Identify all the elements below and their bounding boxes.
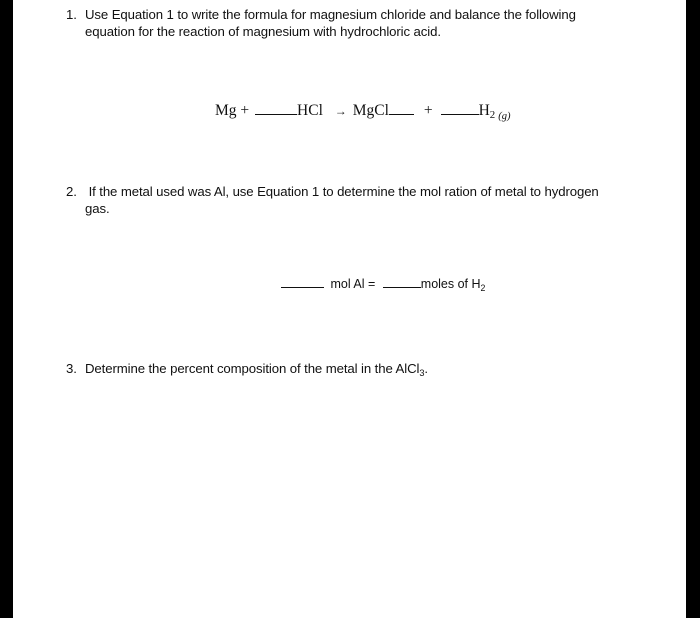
plus-sign: + xyxy=(423,102,433,119)
question-3-number: 3. xyxy=(66,361,77,376)
blank-chloride-subscript[interactable] xyxy=(389,102,414,115)
moles-h2-label: moles of H xyxy=(420,277,481,291)
equation-mg-hcl xyxy=(215,102,510,122)
mol-al-label: mol Al = xyxy=(330,277,376,291)
product-h2: H xyxy=(478,102,490,119)
gas-state: (g) xyxy=(498,111,511,122)
blank-mol-al[interactable] xyxy=(281,277,324,288)
question-1-line-1: Use Equation 1 to write the formula for magnesium chloride and balance the following xyxy=(85,7,576,22)
reactant-mg: Mg + xyxy=(215,102,250,119)
mole-ratio-equation xyxy=(281,277,485,291)
worksheet-page xyxy=(13,0,686,618)
reactant-hcl: HCl xyxy=(297,102,323,119)
blank-hcl-coefficient[interactable] xyxy=(255,102,297,115)
question-1-line-2: equation for the reaction of magnesium with hydrochloric acid. xyxy=(85,23,441,39)
question-2-line-2: gas. xyxy=(85,200,110,216)
question-1-number: 1. xyxy=(66,7,77,22)
arrow-icon: → xyxy=(334,104,347,118)
question-3-line-1: Determine the percent composition of the metal in the AlCl$_3$. xyxy=(85,361,428,378)
blank-moles-h2[interactable] xyxy=(383,277,421,288)
alcl3-subscript: 3 xyxy=(419,368,425,378)
question-2-number: 2. xyxy=(66,184,77,199)
blank-h2-coefficient[interactable] xyxy=(441,102,479,115)
h2-subscript-2: 2 xyxy=(480,283,486,293)
h2-subscript: 2 xyxy=(489,109,496,121)
question-2-line-1: If the metal used was Al, use Equation 1 to determine the mol ration of metal to hydrogen xyxy=(85,184,599,199)
product-mgcl: MgCl xyxy=(352,102,389,119)
